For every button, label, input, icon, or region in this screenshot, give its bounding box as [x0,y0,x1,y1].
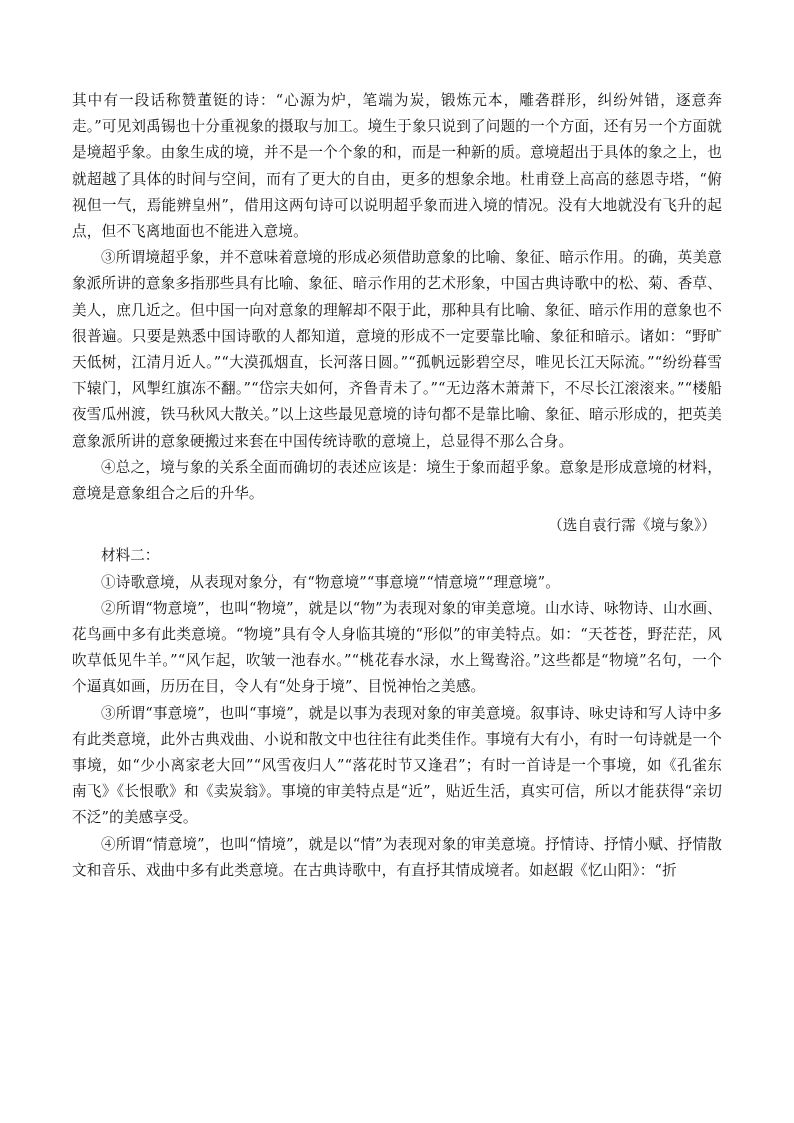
paragraph-1: 其中有一段话称赞董铤的诗：“心源为炉，笔端为炭，锻炼元本，雕砻群形，纠纷舛错，逐意奔走。”可见刘禹锡也十分重视象的摄取与加工。境生于象只说到了问题的一个方面，还有另一个方面就是境超乎象。由象生成的境，并不是一个个象的和，而是一种新的质。意境超出于具体的象之上，也就超越了具体的时间与空间，而有了更大的自由，更多的想象余地。杜甫登上高高的慈恩寺塔，“俯视但一气，焉能辨皇州”，借用这两句诗可以说明超乎象而进入境的情况。没有大地就没有飞升的起点，但不飞离地面也不能进入意境。 [72,92,722,241]
source-citation: （选自袁行霈《境与象》） [548,517,716,535]
material-2-paragraph-3: ③所谓“事意境”，也叫“事境”，就是以事为表现对象的审美意境。叙事诗、咏史诗和写人诗中多有此类意境，此外古典戏曲、小说和散文中也往往有此类佳作。事境有大有小，有时一句诗就是一个事境，如“少小离家老大回”“风雪夜归人”“落花时节又逢君”；有时一首诗是一个事境，如《孔雀东南飞》《长恨歌》和《卖炭翁》。事境的审美特点是“近”，贴近生活，真实可信，所以才能获得“亲切不泛”的美感享受。 [72,704,722,827]
paragraph-3: ③所谓境超乎象，并不意味着意境的形成必须借助意象的比喻、象征、暗示作用。的确，英美意象派所讲的意象多指那些具有比喻、象征、暗示作用的艺术形象，中国古典诗歌中的松、菊、香草、美人，庶几近之。但中国一向对意象的理解却不限于此，那种具有比喻、象征、暗示作用的意象也不很普遍。只要是熟悉中国诗歌的人都知道，意境的形成不一定要靠比喻、象征和暗示。诸如：“野旷天低树，江清月近人。”“大漠孤烟直，长河落日圆。”“孤帆远影碧空尽，唯见长江天际流。”“纷纷暮雪下辕门，风掣红旗冻不翻。”“岱宗夫如何，齐鲁青未了。”“无边落木萧萧下，不尽长江滚滚来。”“楼船夜雪瓜州渡，铁马秋风大散关。”以上这些最见意境的诗句都不是靠比喻、象征、暗示形成的，把英美意象派所讲的意象硬搬过来套在中国传统诗歌的意境上，总显得不那么合身。 [72,249,722,450]
material-2-paragraph-2: ②所谓“物意境”，也叫“物境”，就是以“物”为表现对象的审美意境。山水诗、咏物诗、山水画、花鸟画中多有此类意境。“物境”具有令人身临其境的“形似”的审美特点。如：“天苍苍，野茫茫，风吹草低见牛羊。”“风乍起，吹皱一池春水。”“桃花春水渌，水上鸳鸯浴。”这些都是“物境”名句，一个个逼真如画，历历在目，令人有“处身于境”、目悦神怡之美感。 [72,599,722,696]
paragraph-4: ④总之，境与象的关系全面而确切的表述应该是：境生于象而超乎象。意象是形成意境的材料，意境是意象组合之后的升华。 [72,458,722,503]
material-2-heading: 材料二： [101,547,160,565]
document-page [72,88,722,884]
material-2-paragraph-4: ④所谓“情意境”，也叫“情境”，就是以“情”为表现对象的审美意境。抒情诗、抒情小赋、抒情散文和音乐、戏曲中多有此类意境。在古典诗歌中，有直抒其情成境者。如赵嘏《忆山阳》：“折 [72,835,722,879]
material-2-paragraph-1: ①诗歌意境，从表现对象分，有“物意境”“事意境”“情意境”“理意境”。 [101,573,560,591]
